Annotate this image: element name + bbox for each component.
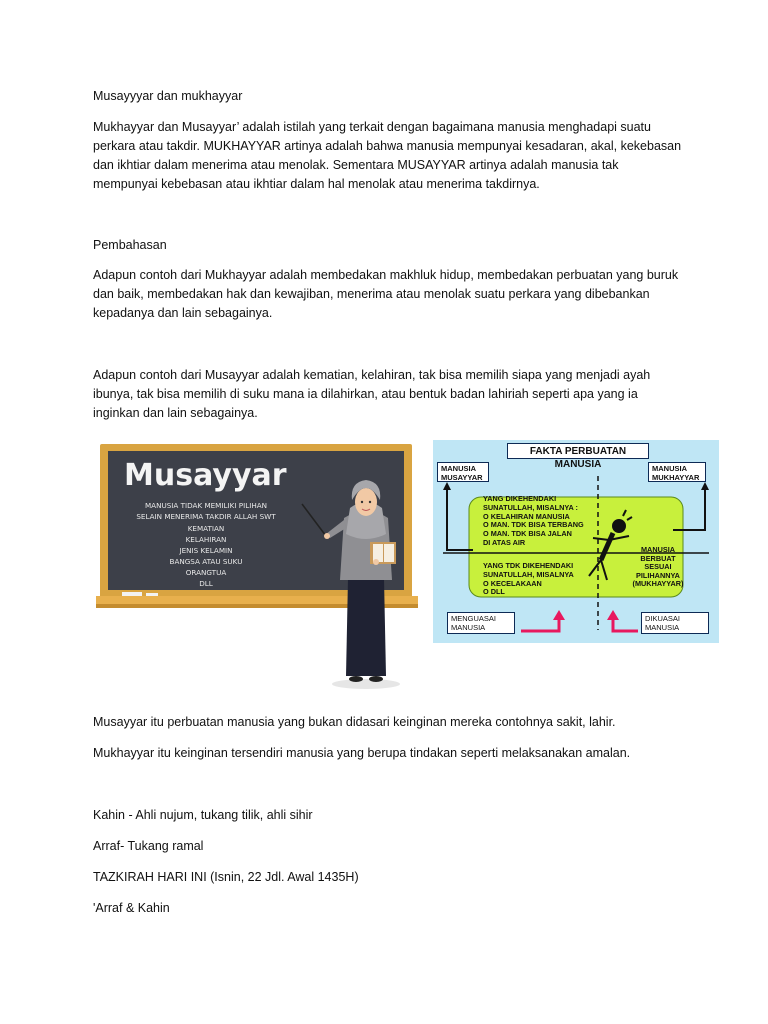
note-line: MANUSIA bbox=[640, 545, 676, 554]
board-line: BANGSA ATAU SUKU bbox=[169, 557, 243, 566]
group-line: SUNATULLAH, MISALNYA : bbox=[483, 502, 578, 512]
note-kahin: Kahin - Ahli nujum, tukang tilik, ahli sihir bbox=[93, 808, 313, 822]
board-line: KELAHIRAN bbox=[185, 535, 227, 544]
definition-mukhayyar: Mukhayyar itu keinginan tersendiri manusia yang berupa tindakan seperti melaksanakan amalan. bbox=[93, 746, 631, 760]
group-line: YANG DIKEHENDAKI bbox=[483, 494, 557, 503]
board-line: KEMATIAN bbox=[187, 524, 225, 533]
board-line: JENIS KELAMIN bbox=[179, 546, 233, 555]
diagram-title: FAKTA PERBUATAN MANUSIA bbox=[507, 443, 649, 459]
group-line: DI ATAS AIR bbox=[483, 537, 526, 547]
note-mukhayyar bbox=[625, 546, 691, 589]
paragraph-musayyar-examples: Adapun contoh dari Musayyar adalah kematian, kelahiran, tak bisa memilih siapa yang menjadi ayah ibunya, tak bisa memilih di suku mana ia dilahirkan, atau bentuk badan lahiriah seperti apa yang ia inginkan dan lain sebagainya. bbox=[93, 368, 651, 420]
group-line: O MAN. TDK BISA TERBANG bbox=[483, 520, 584, 530]
note-line: BERBUAT bbox=[640, 553, 676, 563]
note-line: PILIHANNYA bbox=[636, 570, 680, 580]
group-line: YANG TDK DIKEHENDAKI bbox=[483, 561, 574, 570]
arraf-kahin-title: 'Arraf & Kahin bbox=[93, 901, 170, 915]
group-line: O DLL bbox=[483, 587, 505, 597]
label-manusia-mukhayyar: MANUSIA MUKHAYYAR bbox=[648, 462, 706, 482]
label-manusia-musayyar: MANUSIA MUSAYYAR bbox=[437, 462, 489, 482]
board-line: SELAIN MENERIMA TAKDIR ALLAH SWT bbox=[136, 512, 276, 521]
note-line: SESUAI bbox=[644, 562, 672, 572]
fakta-perbuatan-manusia-diagram bbox=[433, 440, 719, 643]
note-arraf: Arraf- Tukang ramal bbox=[93, 839, 204, 853]
group-tdk-dikehendaki bbox=[483, 562, 601, 597]
definition-musayyar: Musayyar itu perbuatan manusia yang bukan didasari keinginan mereka contohnya sakit, lahir. bbox=[93, 715, 616, 729]
group-line: O KELAHIRAN MANUSIA bbox=[483, 511, 570, 521]
paragraph-mukhayyar-examples: Adapun contoh dari Mukhayyar adalah membedakan makhluk hidup, membedakan perbuatan yang buruk dan baik, membedakan hak dan kewajiban, menerima atau menolak suatu perkara yang dibebankan kepadanya dan lain sebagainya. bbox=[93, 268, 679, 320]
intro-paragraph: Mukhayyar dan Musayyar’ adalah istilah yang terkait dengan bagaimana manusia menghadapi suatu perkara atau takdir. MUKHAYYAR artinya adalah bahwa manusia mempunyai kesadaran, akal, kekebasan dan ikhtiar dalam menerima atau menolak. Sementara MUSAYYAR artinya adalah manusia tak mempunyai kebebasan atau ikhtiar dalam hal menolak atau menerima takdirnya. bbox=[93, 120, 682, 191]
group-dikehendaki bbox=[483, 495, 601, 548]
board-line: ORANGTUA bbox=[185, 568, 227, 577]
label-dikuasai-manusia: DIKUASAI MANUSIA bbox=[641, 612, 709, 634]
note-line: (MUKHAYYAR) bbox=[632, 579, 684, 589]
heading-pembahasan: Pembahasan bbox=[93, 238, 167, 252]
group-line: O MAN. TDK BISA JALAN bbox=[483, 529, 572, 539]
tazkirah-heading: TAZKIRAH HARI INI (Isnin, 22 Jdl. Awal 1435H) bbox=[93, 870, 359, 884]
musayyar-chalkboard-illustration bbox=[94, 438, 424, 693]
board-line: MANUSIA TIDAK MEMILIKI PILIHAN bbox=[144, 501, 268, 510]
label-menguasai-manusia: MENGUASAI MANUSIA bbox=[447, 612, 515, 634]
heading-musayyar-mukhayyar: Musayyyar dan mukhayyar bbox=[93, 89, 243, 103]
group-line: O KECELAKAAN bbox=[483, 578, 542, 588]
group-line: SUNATULLAH, MISALNYA bbox=[483, 569, 574, 579]
board-line: DLL bbox=[199, 579, 213, 588]
board-title: Musayyar bbox=[124, 458, 287, 493]
